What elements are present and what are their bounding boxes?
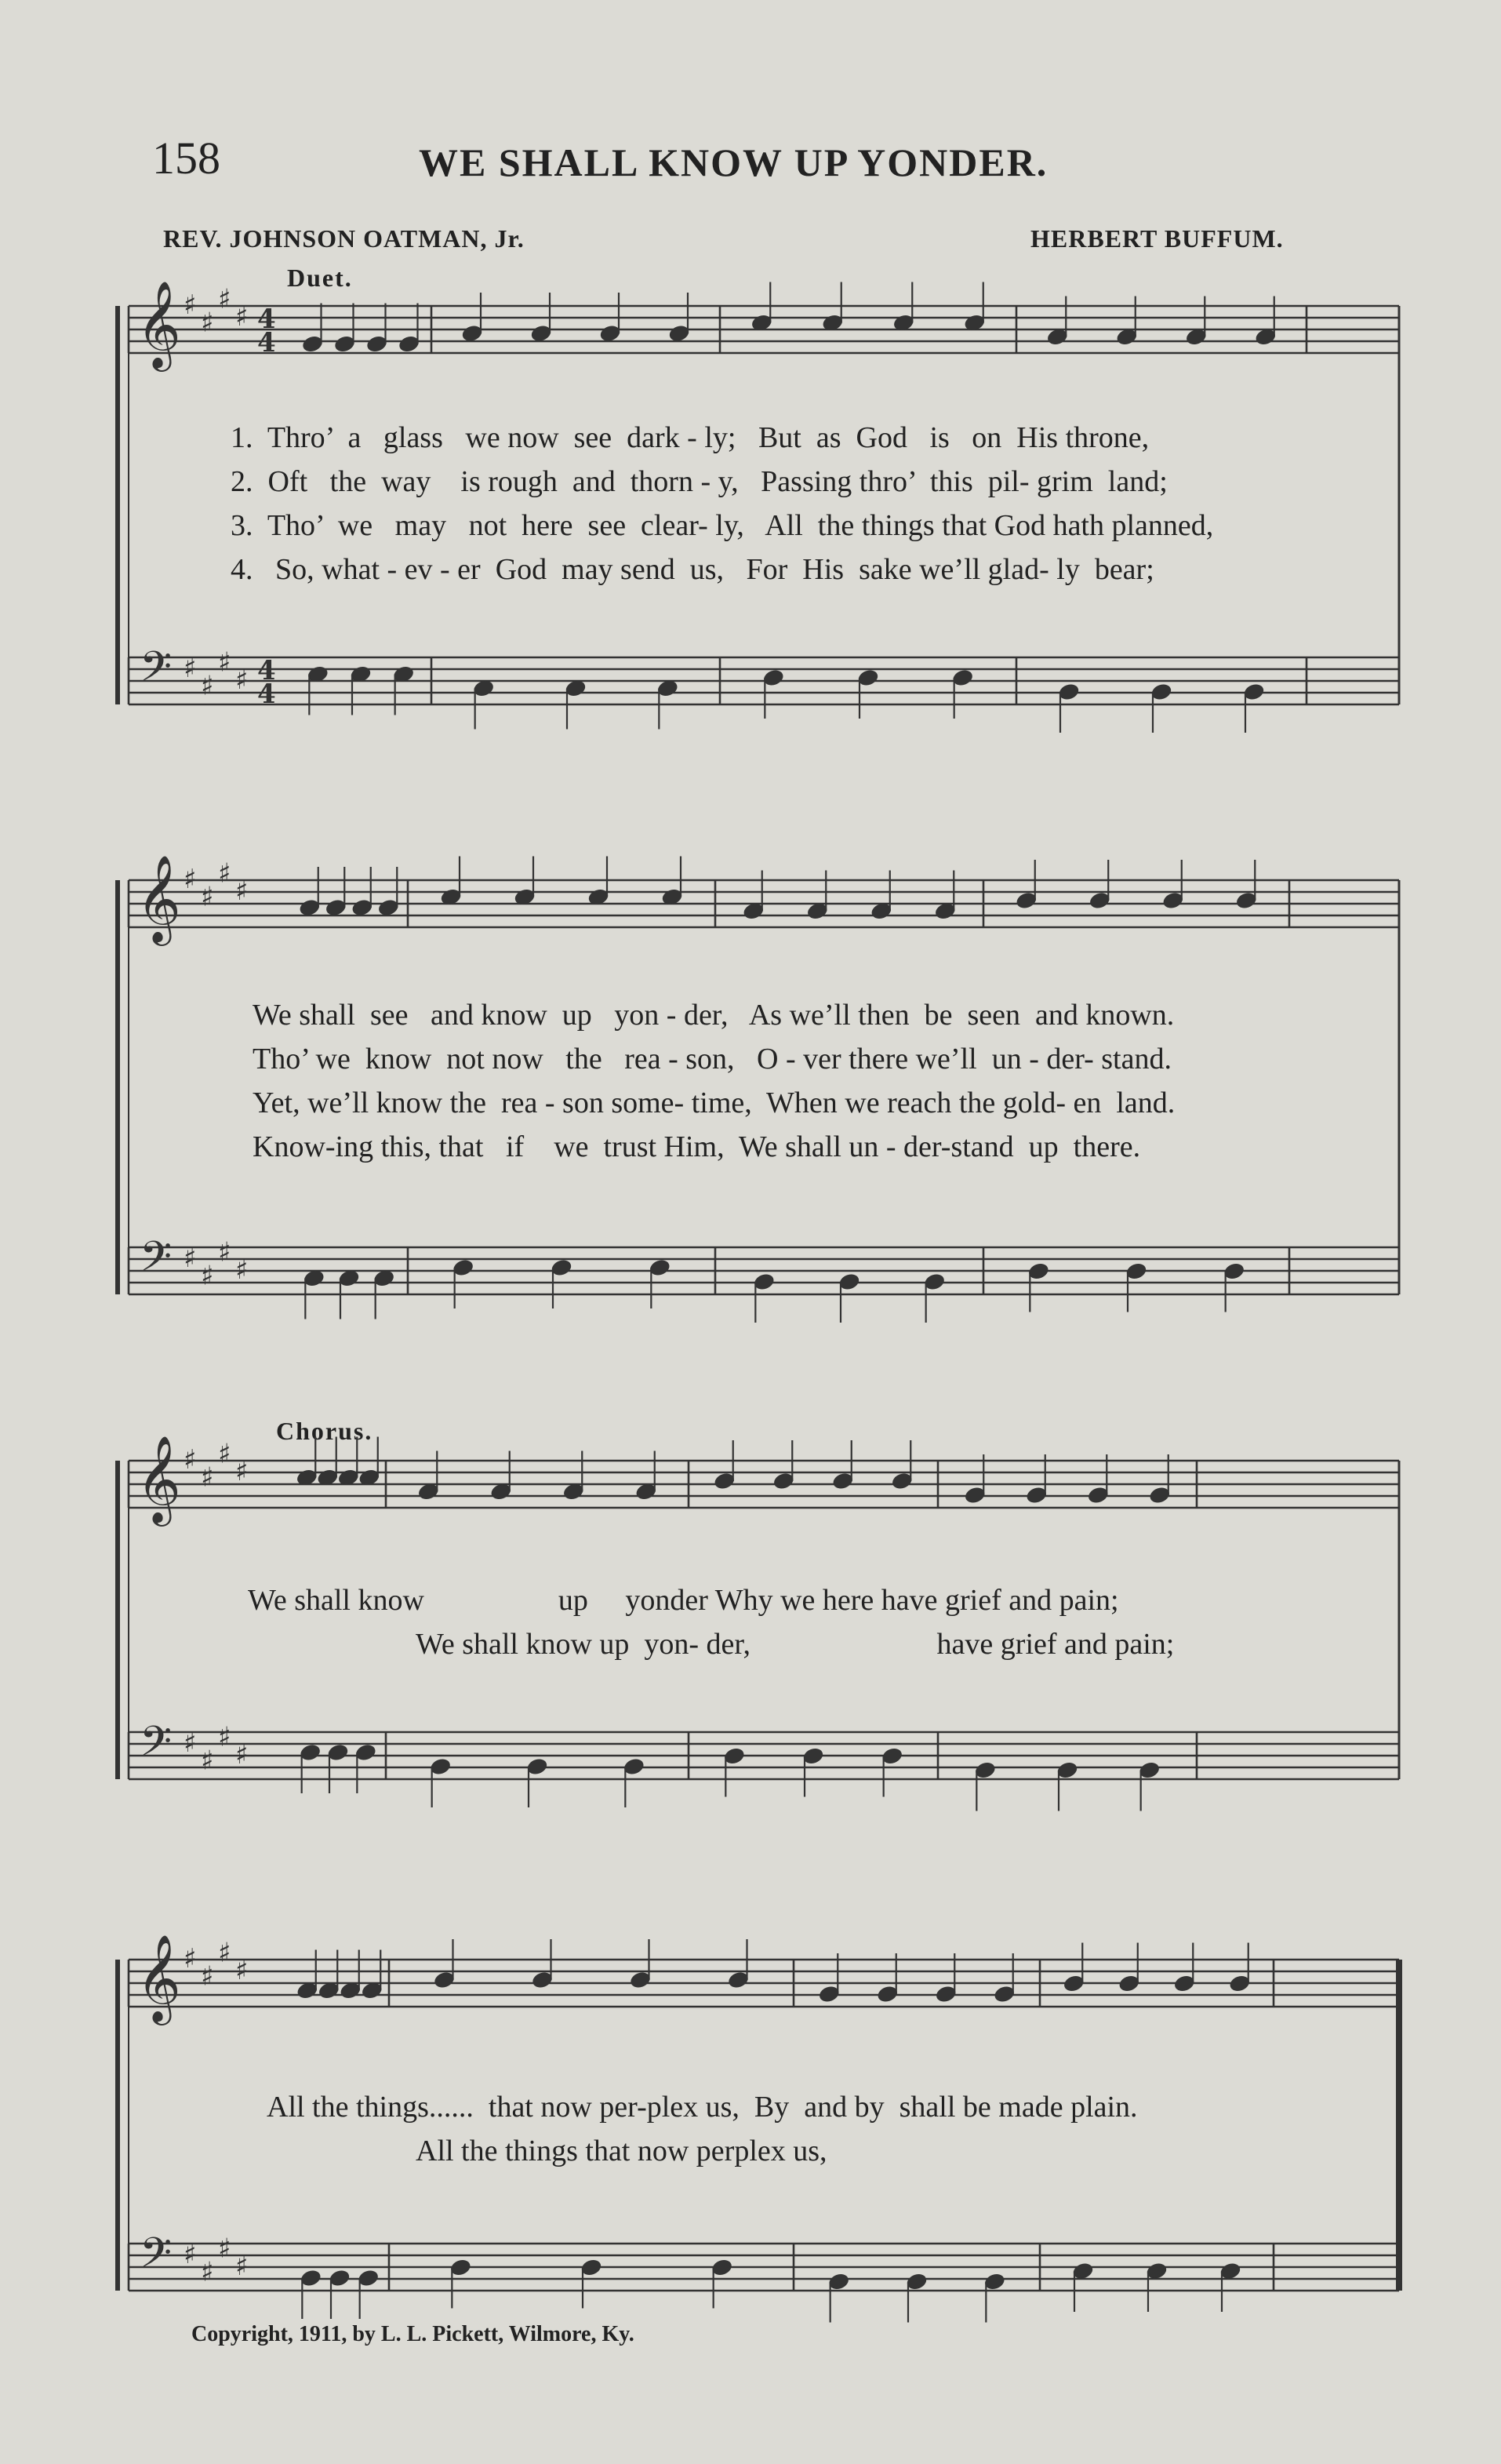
svg-text:♯: ♯ <box>184 653 197 684</box>
svg-text:𝄞: 𝄞 <box>136 1934 181 2022</box>
treble-staff-4 <box>129 1960 1399 2007</box>
copyright-notice: Copyright, 1911, by L. L. Pickett, Wilmore, Ky. <box>191 2322 634 2346</box>
verse-1-line-1: 1. Thro’ a glass we now see dark - ly; But as God is on His throne, <box>231 421 1150 454</box>
svg-text:♯: ♯ <box>218 646 231 679</box>
svg-text:♯: ♯ <box>218 857 231 890</box>
svg-text:4: 4 <box>257 679 276 710</box>
svg-text:𝄞: 𝄞 <box>136 280 181 368</box>
bass-staff-4 <box>129 2244 1399 2291</box>
svg-text:𝄢: 𝄢 <box>140 643 173 701</box>
svg-text:♯: ♯ <box>218 283 231 315</box>
svg-text:♯: ♯ <box>201 1461 214 1494</box>
svg-text:♯: ♯ <box>201 1745 214 1777</box>
svg-text:♯: ♯ <box>235 1739 249 1771</box>
verse-3-line-2: Yet, we’ll know the rea - son some- time, When we reach the gold- en land. <box>253 1086 1176 1119</box>
composer-credit: HERBERT BUFFUM. <box>1030 224 1284 253</box>
svg-text:♯: ♯ <box>184 864 197 895</box>
svg-text:♯: ♯ <box>235 1456 249 1487</box>
svg-text:♯: ♯ <box>235 664 249 696</box>
bass-staff-3 <box>129 1732 1399 1779</box>
svg-text:♯: ♯ <box>235 301 249 333</box>
svg-text:♯: ♯ <box>218 2233 231 2265</box>
page-number: 158 <box>152 133 220 184</box>
svg-text:𝄢: 𝄢 <box>140 2229 173 2287</box>
chorus-line-2-lower: All the things that now perplex us, <box>416 2135 827 2167</box>
svg-text:♯: ♯ <box>201 670 214 702</box>
treble-staff-2 <box>129 880 1399 927</box>
chorus-marking: Chorus. <box>276 1417 373 1445</box>
svg-text:♯: ♯ <box>235 1254 249 1286</box>
chorus-line-2-upper: All the things...... that now per-plex us, By and by shall be made plain. <box>267 2091 1138 2124</box>
svg-text:♯: ♯ <box>201 307 214 339</box>
verse-4-line-2: Know-ing this, that if we trust Him, We shall un - der-stand up there. <box>253 1130 1141 1163</box>
svg-text:♯: ♯ <box>218 1236 231 1268</box>
verse-2-line-2: Tho’ we know not now the rea - son, O - ver there we’ll un - der- stand. <box>253 1043 1172 1075</box>
svg-text:♯: ♯ <box>235 875 249 907</box>
svg-text:♯: ♯ <box>184 1243 197 1274</box>
svg-text:♯: ♯ <box>184 1727 197 1759</box>
svg-text:♯: ♯ <box>235 2251 249 2282</box>
svg-text:♯: ♯ <box>201 881 214 913</box>
svg-text:4: 4 <box>257 655 276 686</box>
lyricist-credit: REV. JOHNSON OATMAN, Jr. <box>163 224 525 253</box>
svg-text:4: 4 <box>257 327 276 358</box>
svg-text:♯: ♯ <box>184 289 197 321</box>
svg-text:𝄢: 𝄢 <box>140 1718 173 1776</box>
verse-1-line-2: We shall see and know up yon - der, As we’ll then be seen and known. <box>253 999 1175 1032</box>
svg-text:♯: ♯ <box>218 1937 231 1969</box>
svg-text:♯: ♯ <box>184 2239 197 2270</box>
svg-text:♯: ♯ <box>201 2256 214 2288</box>
svg-text:♯: ♯ <box>201 1960 214 1993</box>
chorus-line-1-lower: We shall know up yon- der, have grief and pain; <box>416 1628 1175 1661</box>
svg-text:♯: ♯ <box>184 1943 197 1974</box>
hymn-title: WE SHALL KNOW UP YONDER. <box>419 140 1049 184</box>
duet-marking: Duet. <box>287 264 353 292</box>
svg-text:𝄞: 𝄞 <box>136 854 181 942</box>
verse-4-line-1: 4. So, what - ev - er God may send us, For His sake we’ll glad- ly bear; <box>231 553 1154 586</box>
verse-2-line-1: 2. Oft the way is rough and thorn - y, Passing thro’ this pil- grim land; <box>231 465 1168 498</box>
chorus-line-1-upper: We shall know up yonder Why we here have grief and pain; <box>248 1584 1119 1617</box>
svg-text:♯: ♯ <box>184 1444 197 1476</box>
svg-text:♯: ♯ <box>218 1438 231 1470</box>
svg-text:♯: ♯ <box>235 1955 249 1986</box>
svg-text:𝄢: 𝄢 <box>140 1233 173 1291</box>
svg-text:♯: ♯ <box>201 1260 214 1292</box>
svg-text:𝄞: 𝄞 <box>136 1435 181 1523</box>
svg-text:4: 4 <box>257 304 276 335</box>
svg-text:♯: ♯ <box>218 1721 231 1753</box>
verse-3-line-1: 3. Tho’ we may not here see clear- ly, All the things that God hath planned, <box>231 509 1214 542</box>
treble-staff-3 <box>129 1461 1399 1508</box>
